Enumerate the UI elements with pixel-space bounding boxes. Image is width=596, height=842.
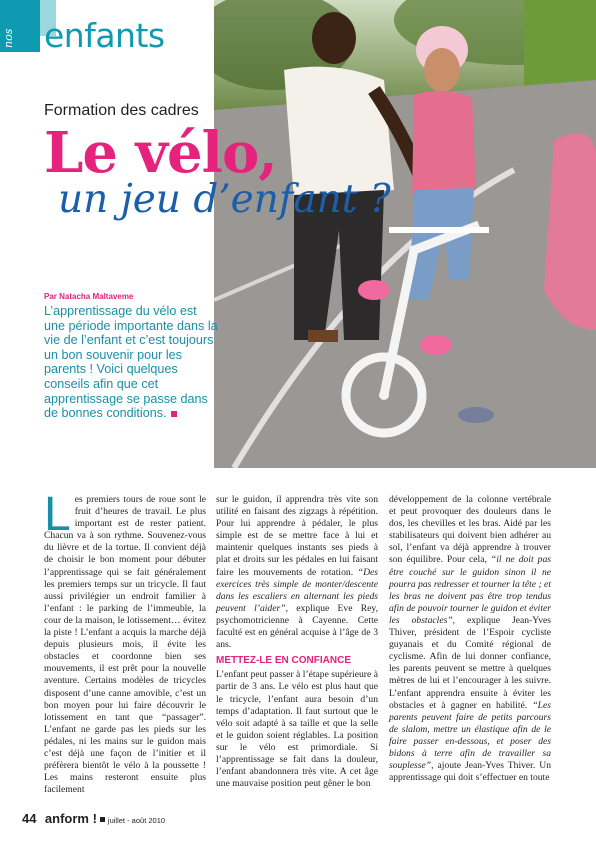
body-text-2a: sur le guidon, il apprendra très vite son utilité en faisant des zigzags à répétition. Pour lui apprendre à pédaler, le plus simple est de se mettre face à lui et maintenir quelques instants ses pieds à plat et droits sur les pédales en lui faisant faire les mouvements de rotation. (216, 494, 378, 578)
issue-date: juillet - août 2010 (107, 816, 166, 825)
drop-cap: L (44, 488, 71, 541)
body-text-3a: développement de la colonne vertébrale et peut provoquer des douleurs dans le dos, les chevilles et les bras. Aidé par les stabilisateurs qui doivent bien adhérer au sol, l’enfant va déjà apprendre à trouver son équilibre. Pour cela, (389, 494, 551, 566)
body-column-3 (389, 494, 551, 784)
article-lead (44, 304, 220, 421)
quote-thiver-2: “Les parents peuvent faire de petits parcours de slalom, mettre un élastique afin de le faire passer en-dessous, et poser des bidons à terre afin de travailler sa souplesse” (389, 699, 551, 772)
body-column-1 (44, 488, 206, 796)
body-text-1: es premiers tours de roue sont le fruit d’heures de travail. Le plus important est de rester patient. Chacun va à son rythme. Souvenez-vous du lièvre et de la tortue. Il convient déjà de choisir le bon moment pour débuter l’apprentissage qui se fait généralement les premiers temps sur un tricycle. Il faut aussi privilégier un endroit familier à l’enfant : le parking de l’immeuble, la cour de la maison, le lotissement… évitez la piste ! L’enfant a acquis la marche déjà depuis plusieurs mois, il évite les obstacles et coordonne bien ses mouvements, il est prêt pour la nouvelle aventure. Certains modèles de tricycles disposent d’une canne amovible, c’est un bon moyen pour lui faire découvrir le lotissement en tant que “passager”. L’enfant ne garde pas les pieds sur les pédales, ni les mains sur le guidon mais c’est déjà une façon de l’initier et il préfèrera bientôt le vélo à la poussette ! Les mains resteront ensuite plus facilement (44, 494, 206, 796)
section-title: enfants (44, 16, 165, 55)
article-overline: Formation des cadres (44, 102, 199, 119)
subheading: METTEZ-LE EN CONFIANCE (216, 655, 351, 667)
quote-thiver-1: “il ne doit pas être couché sur le guidon sinon il ne pourra pas redresser et tourner la tête ; et les bras ne doivent pas être trop tendus afin de pouvoir tourner le guidon et éviter les obstacles” (389, 554, 551, 626)
article-lead-text: L’apprentissage du vélo est une période importante dans la vie de l’enfant et c’est toujours un bon souvenir pour les parents ! Voici quelques conseils afin que cet apprentissage se passe dans de bonnes conditions. (44, 304, 218, 421)
body-text-2b: , explique Eve Rey, psychomotricienne à Cayenne. Cette faculté est en général acquise à l’âge de 3 ans. (216, 602, 378, 651)
section-kicker: nos (2, 28, 15, 48)
footer-square-icon (100, 817, 105, 822)
magazine-name: anform ! (44, 811, 97, 826)
body-text-3c: , ajoute Jean-Yves Thiver. Un apprentissage qui doit s’effectuer en toute (389, 760, 551, 784)
article-title-line1: Le vélo, (44, 120, 277, 186)
page-footer (22, 810, 165, 828)
byline: Par Natacha Maltaveme (44, 292, 134, 301)
body-text-3b: , explique Jean-Yves Thiver, président de l’Espoir cycliste guyanais et du Comité régional de cyclisme. Afin de lui donner confiance, les parents peuvent se mettre à quelques mètres de lui et l’encourager à les suivre. L’enfant apprendra ensuite à éviter les obstacles et à gagner en habilité. (389, 614, 551, 711)
end-square-icon (171, 411, 177, 417)
quote-eve-rey: “Des exercices très simple de monter/descente dans les escaliers en alternant les pieds peuvent l’aider” (216, 566, 378, 614)
body-column-2 (216, 494, 378, 790)
father-daughter-bike-photo (214, 0, 596, 468)
body-text-2c: L’enfant peut passer à l’étape supérieure à partir de 3 ans. Le vélo est plus haut que le tricycle, l’enfant aura besoin d’un temps d’adaptation. Il faut surtout que le vélo soit adapté à sa taille et que la selle et le guidon soient réglables. La position sur le vélo est primordiale. Si l’apprentissage se fait dans la douleur, l’enfant abandonnera très vite. A cet âge une mauvaise position peut gêner le bon (216, 669, 378, 790)
article-photo (214, 0, 596, 468)
article-title-line2: un jeu d’enfant ? (58, 177, 391, 222)
page-number: 44 (22, 811, 37, 826)
